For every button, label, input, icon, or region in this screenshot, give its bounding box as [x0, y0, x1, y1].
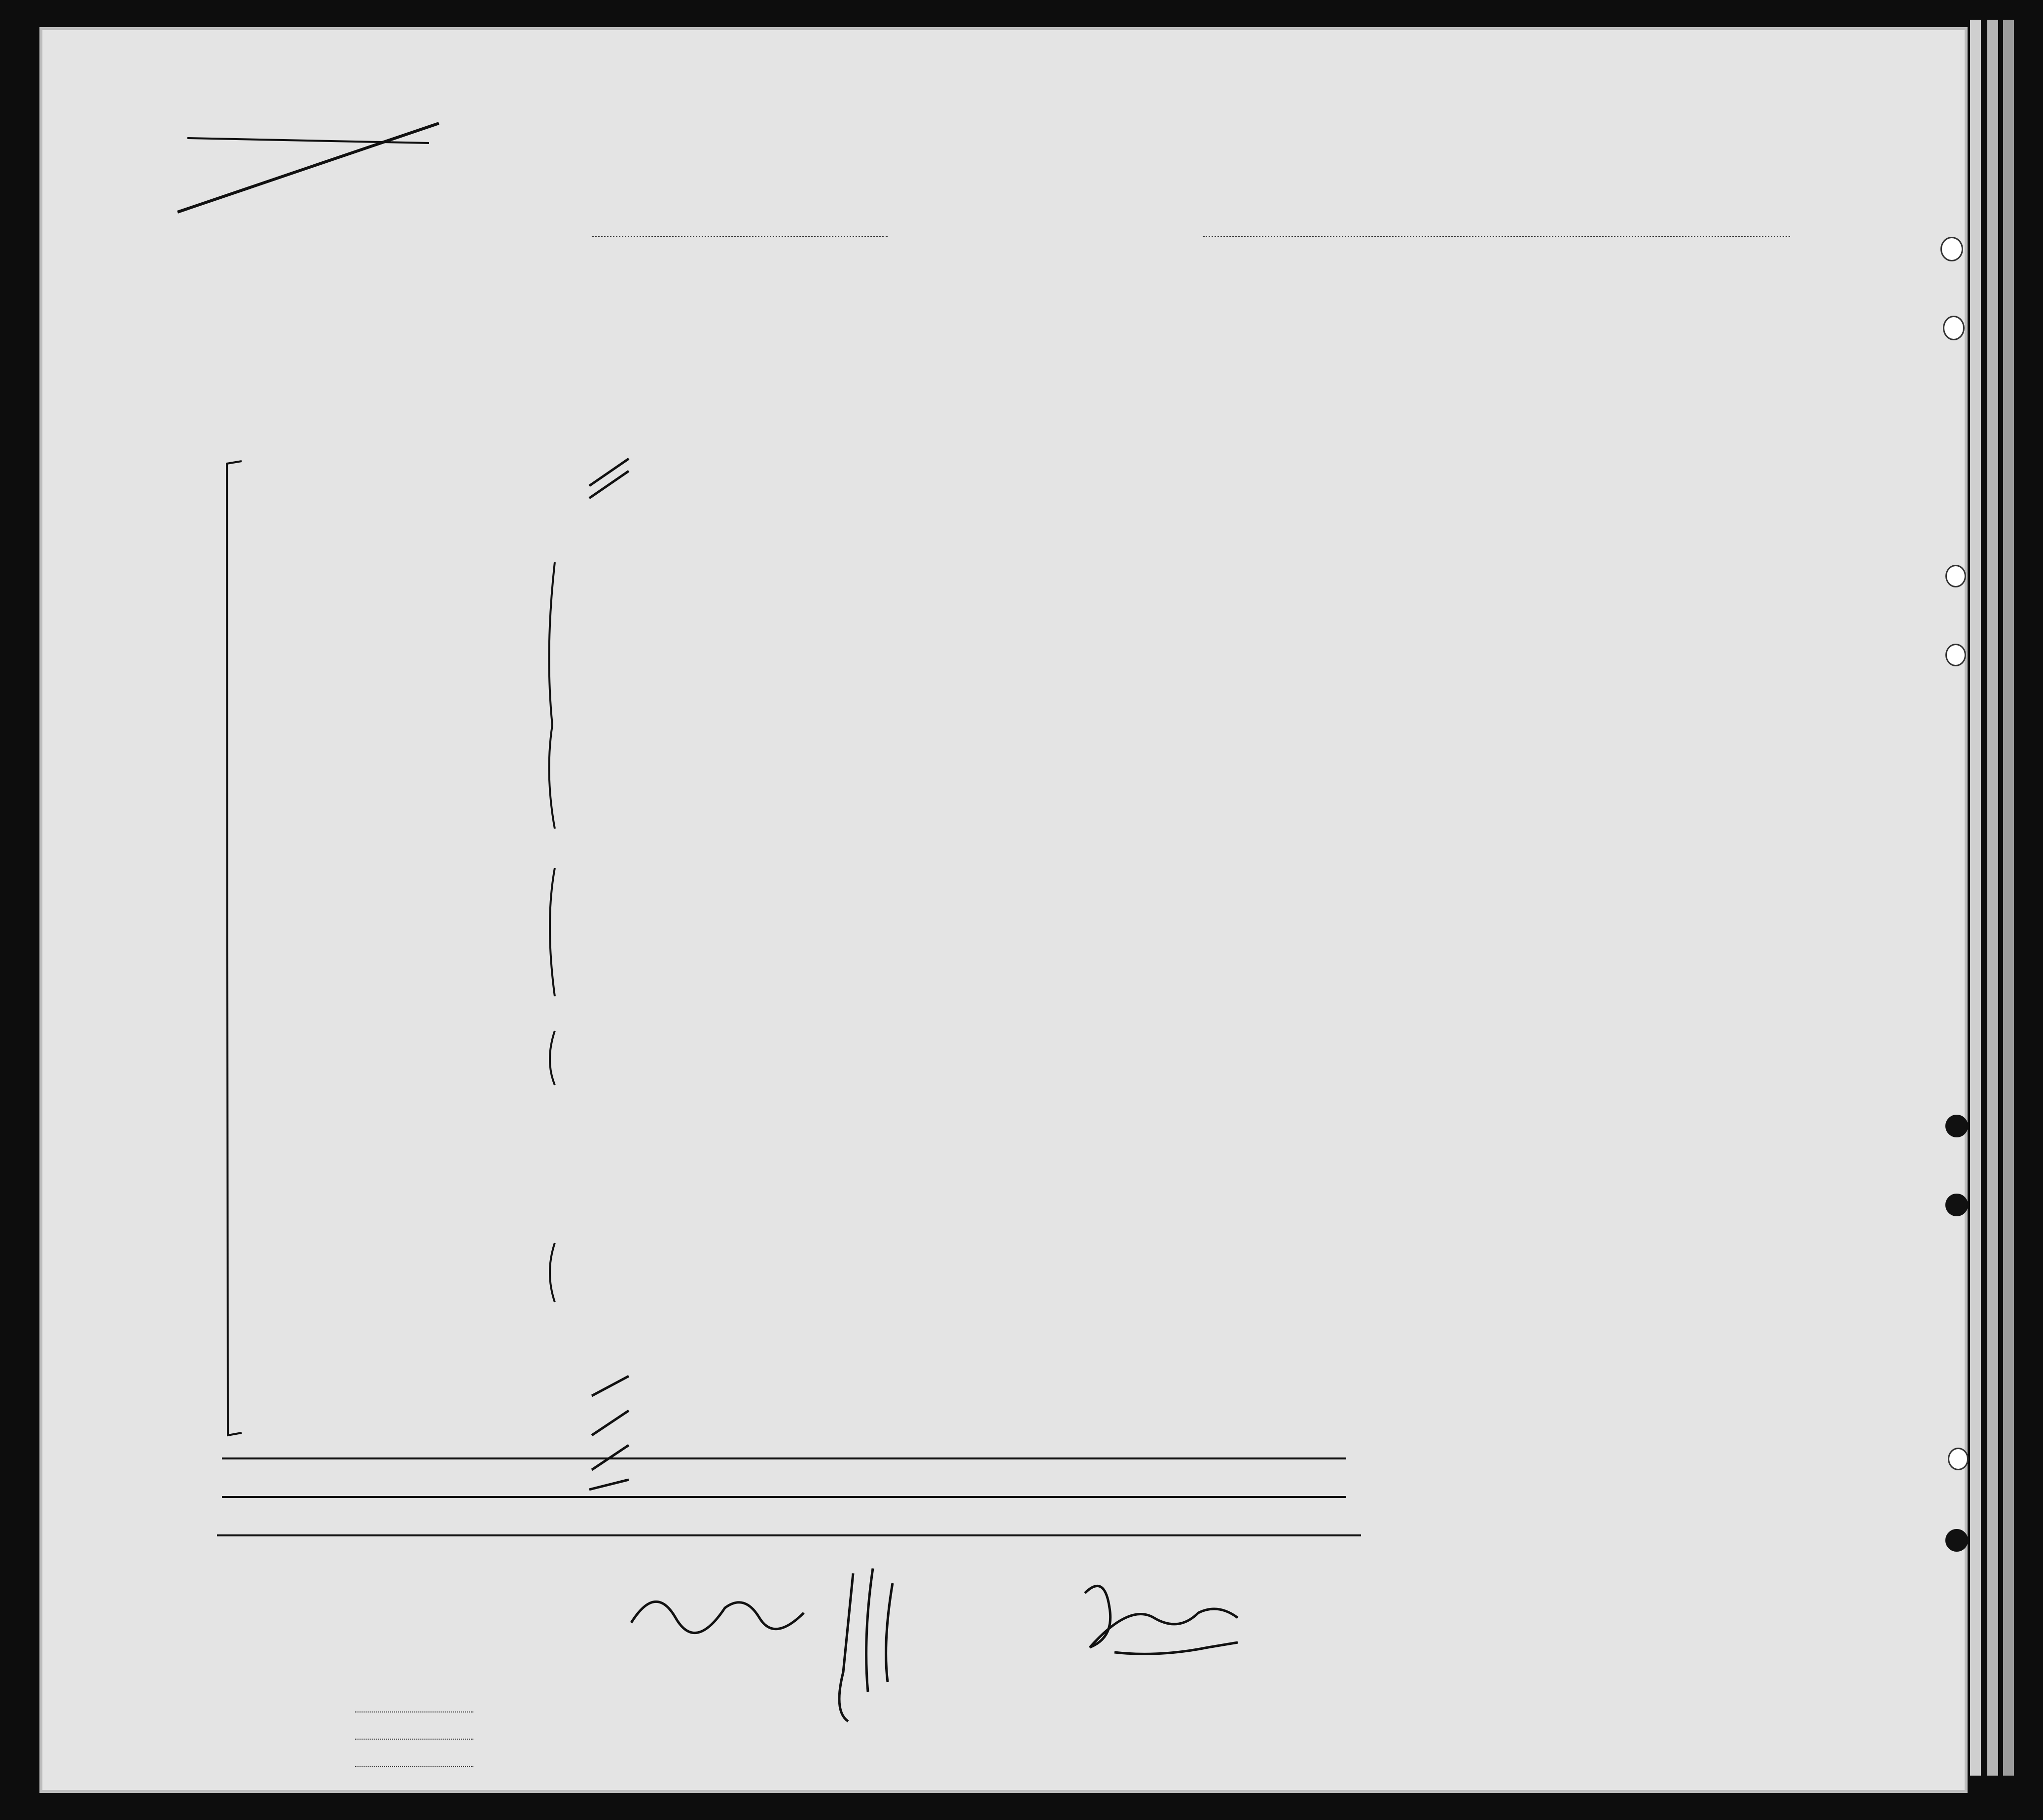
punch-hole	[1943, 316, 1965, 340]
handwritten-ticks	[542, 454, 641, 1499]
bracket-mark	[217, 459, 247, 1445]
page-edge	[1987, 20, 1998, 1776]
punch-hole	[1945, 565, 1966, 587]
punch-hole	[1940, 237, 1963, 261]
punch-hole	[1945, 644, 1966, 666]
punch-hole	[1948, 1448, 1969, 1470]
page-edge	[2003, 20, 2014, 1776]
signatures	[616, 1564, 1356, 1726]
page-edge	[1970, 20, 1981, 1776]
punch-hole	[1945, 1529, 1968, 1552]
strike-row-27	[222, 1457, 1346, 1459]
punch-hole	[1945, 1194, 1968, 1216]
punch-hole	[1945, 1115, 1968, 1137]
strike-row-29	[217, 1534, 1361, 1536]
strike-row-28	[222, 1496, 1346, 1498]
list-pen-stroke	[173, 104, 449, 217]
manifest-sheet	[39, 27, 1968, 1793]
